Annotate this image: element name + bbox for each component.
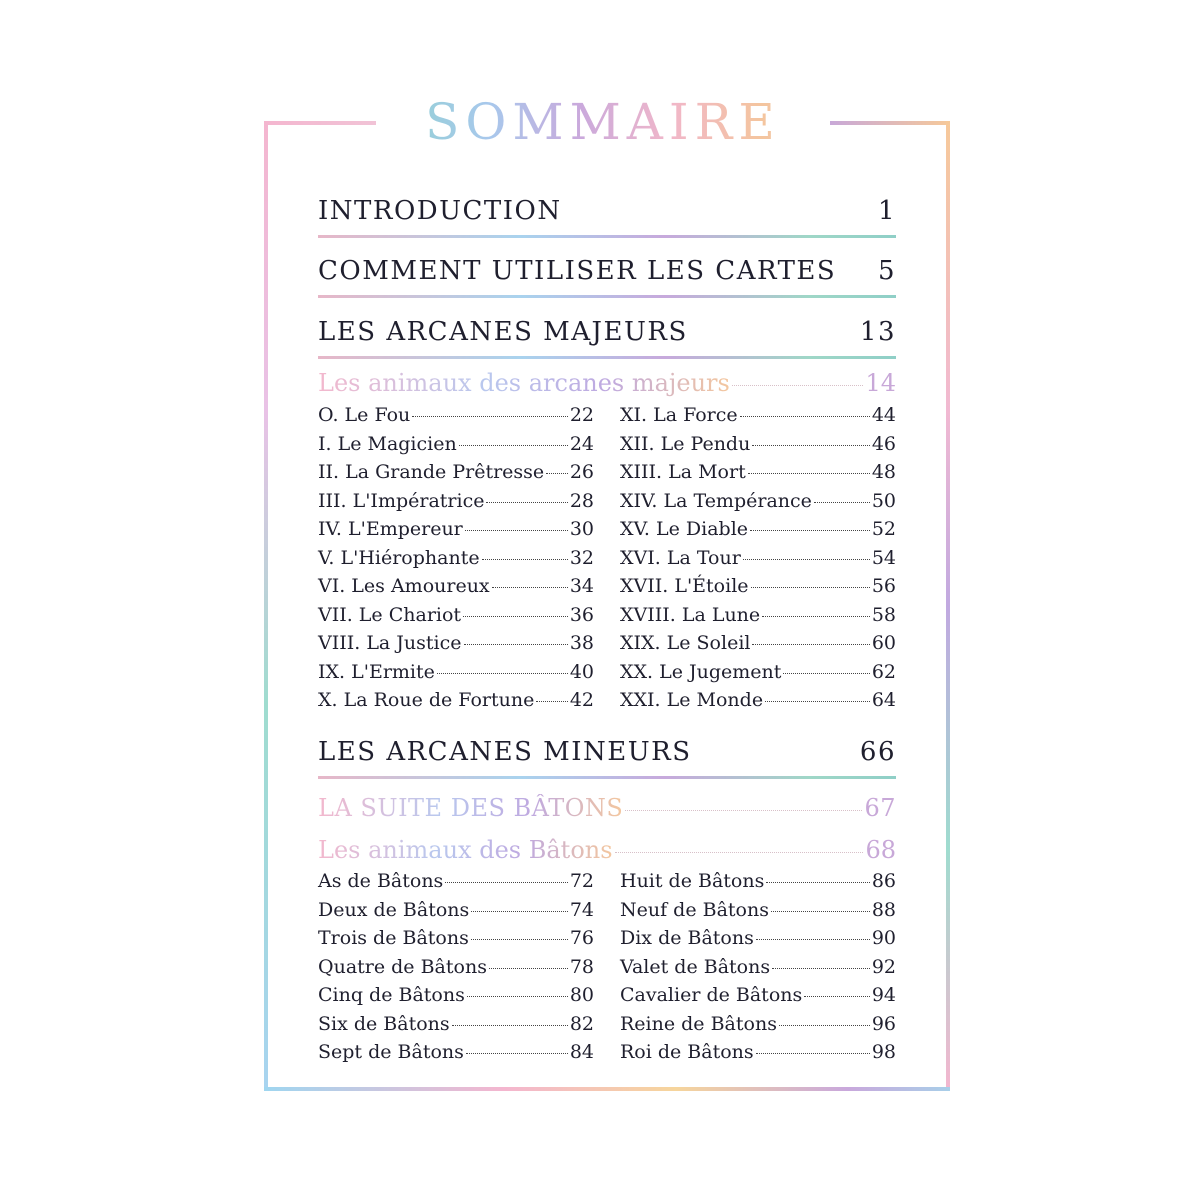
entry-page: 38 bbox=[569, 632, 594, 654]
entry-label: Quatre de Bâtons bbox=[318, 955, 487, 978]
entry-label: Trois de Bâtons bbox=[318, 927, 469, 949]
dot-leader bbox=[756, 939, 870, 940]
entry-page: 50 bbox=[871, 489, 896, 512]
batons-left-column bbox=[318, 870, 594, 1070]
entry-label: XIX. Le Soleil bbox=[620, 632, 751, 654]
toc-entry[interactable] bbox=[620, 984, 896, 1013]
entry-label: XII. Le Pendu bbox=[620, 432, 751, 455]
dot-leader bbox=[814, 502, 870, 503]
toc-entry[interactable] bbox=[318, 632, 594, 661]
subsection-suite-batons[interactable] bbox=[318, 794, 896, 822]
entry-label: XX. Le Jugement bbox=[620, 660, 782, 683]
toc-entry[interactable] bbox=[318, 461, 594, 490]
toc-entry[interactable] bbox=[620, 1041, 896, 1070]
toc-entry[interactable] bbox=[620, 575, 896, 604]
entry-label: XIII. La Mort bbox=[620, 461, 746, 483]
entry-label: Sept de Bâtons bbox=[318, 1041, 464, 1063]
toc-entry[interactable] bbox=[318, 1013, 594, 1042]
dot-leader bbox=[452, 1025, 568, 1026]
dot-leader bbox=[463, 616, 568, 617]
toc-entry[interactable] bbox=[620, 604, 896, 633]
subsection-label: Les animaux des arcanes majeurs bbox=[318, 369, 730, 397]
entry-label: VI. Les Amoureux bbox=[318, 575, 490, 597]
subsection-page: 67 bbox=[864, 794, 896, 822]
section-rule bbox=[318, 776, 896, 779]
dot-leader bbox=[471, 939, 568, 940]
subsection-animaux-majeurs[interactable] bbox=[318, 369, 896, 397]
entry-page: 88 bbox=[871, 898, 896, 921]
toc-entry[interactable] bbox=[620, 518, 896, 547]
entry-label: Neuf de Bâtons bbox=[620, 898, 769, 921]
entry-label: Cavalier de Bâtons bbox=[620, 984, 803, 1006]
toc-entry[interactable] bbox=[620, 490, 896, 519]
dot-leader bbox=[412, 416, 568, 417]
entry-page: 34 bbox=[569, 575, 594, 597]
dot-leader bbox=[756, 1053, 870, 1054]
toc-entry[interactable] bbox=[318, 956, 594, 985]
frame-top-left bbox=[264, 121, 376, 125]
toc-entry[interactable] bbox=[620, 956, 896, 985]
entry-label: IV. L'Empereur bbox=[318, 518, 463, 540]
entry-page: 22 bbox=[569, 404, 594, 426]
dot-leader bbox=[779, 1025, 870, 1026]
toc-entry[interactable] bbox=[318, 870, 594, 899]
toc-entry[interactable] bbox=[318, 433, 594, 462]
entry-label: XVII. L'Étoile bbox=[620, 575, 749, 597]
entry-page: 62 bbox=[871, 660, 896, 683]
entry-label: V. L'Hiérophante bbox=[318, 546, 480, 569]
toc-entry[interactable] bbox=[318, 689, 594, 718]
dot-leader bbox=[465, 530, 568, 531]
entry-label: IX. L'Ermite bbox=[318, 660, 435, 683]
dot-leader bbox=[766, 882, 869, 883]
toc-entry[interactable] bbox=[620, 433, 896, 462]
entry-page: 30 bbox=[569, 518, 594, 540]
section-rule bbox=[318, 295, 896, 298]
dot-leader bbox=[445, 882, 568, 883]
toc-entry[interactable] bbox=[318, 404, 594, 433]
entry-page: 48 bbox=[871, 461, 896, 483]
dot-leader bbox=[615, 852, 864, 853]
section-label: COMMENT UTILISER LES CARTES bbox=[318, 256, 837, 286]
toc-entry[interactable] bbox=[620, 404, 896, 433]
dot-leader bbox=[486, 502, 567, 503]
entry-label: Cinq de Bâtons bbox=[318, 984, 465, 1006]
entry-page: 60 bbox=[871, 632, 896, 654]
toc-entry[interactable] bbox=[318, 899, 594, 928]
entry-page: 90 bbox=[871, 927, 896, 949]
entry-label: Valet de Bâtons bbox=[620, 955, 771, 978]
section-introduction[interactable] bbox=[318, 196, 896, 226]
section-comment-utiliser[interactable] bbox=[318, 256, 896, 286]
dot-leader bbox=[732, 385, 864, 386]
dot-leader bbox=[752, 644, 869, 645]
dot-leader bbox=[783, 673, 869, 674]
entry-label: Six de Bâtons bbox=[318, 1012, 450, 1035]
entry-page: 80 bbox=[569, 984, 594, 1006]
dot-leader bbox=[459, 445, 568, 446]
entry-label: XV. Le Diable bbox=[620, 518, 749, 540]
subsection-label: Les animaux des Bâtons bbox=[318, 836, 613, 864]
entry-page: 94 bbox=[871, 984, 896, 1006]
toc-entry[interactable] bbox=[318, 1041, 594, 1070]
toc-entry[interactable] bbox=[620, 632, 896, 661]
entry-page: 84 bbox=[569, 1041, 594, 1063]
entry-page: 52 bbox=[871, 518, 896, 540]
section-arcanes-mineurs[interactable] bbox=[318, 737, 896, 767]
toc-entry[interactable] bbox=[620, 870, 896, 899]
toc-entry[interactable] bbox=[620, 661, 896, 690]
entry-page: 28 bbox=[569, 489, 594, 512]
entry-page: 56 bbox=[871, 575, 896, 597]
entry-label: II. La Grande Prêtresse bbox=[318, 461, 545, 483]
entry-label: XVI. La Tour bbox=[620, 546, 741, 569]
toc-entry[interactable] bbox=[318, 518, 594, 547]
dot-leader bbox=[748, 473, 870, 474]
dot-leader bbox=[466, 1053, 568, 1054]
section-page: 1 bbox=[877, 196, 896, 226]
entry-label: III. L'Impératrice bbox=[318, 489, 485, 512]
entry-label: XXI. Le Monde bbox=[620, 689, 764, 711]
toc-entry[interactable] bbox=[318, 604, 594, 633]
entry-page: 74 bbox=[569, 898, 594, 921]
entry-page: 78 bbox=[569, 955, 594, 978]
frame-right bbox=[946, 121, 950, 1091]
section-rule bbox=[318, 235, 896, 238]
page-title: SOMMAIRE bbox=[376, 92, 830, 152]
section-rule bbox=[318, 356, 896, 359]
section-page: 13 bbox=[859, 317, 896, 347]
entry-page: 58 bbox=[871, 603, 896, 626]
section-label: LES ARCANES MINEURS bbox=[318, 737, 692, 767]
entry-page: 54 bbox=[871, 546, 896, 569]
entry-label: VIII. La Justice bbox=[318, 632, 462, 654]
majeurs-right-column bbox=[620, 404, 896, 718]
frame-bottom bbox=[264, 1087, 950, 1091]
toc-entry[interactable] bbox=[318, 490, 594, 519]
dot-leader bbox=[751, 587, 870, 588]
dot-leader bbox=[471, 911, 568, 912]
toc-entry[interactable] bbox=[318, 661, 594, 690]
entry-page: 42 bbox=[569, 689, 594, 711]
dot-leader bbox=[536, 701, 567, 702]
dot-leader bbox=[750, 530, 870, 531]
section-label: INTRODUCTION bbox=[318, 196, 562, 226]
entry-page: 24 bbox=[569, 432, 594, 455]
entry-label: XVIII. La Lune bbox=[620, 603, 761, 626]
entry-label: Deux de Bâtons bbox=[318, 898, 470, 921]
section-arcanes-majeurs[interactable] bbox=[318, 317, 896, 347]
entry-page: 46 bbox=[871, 432, 896, 455]
entry-page: 82 bbox=[569, 1012, 594, 1035]
entry-page: 32 bbox=[569, 546, 594, 569]
dot-leader bbox=[743, 559, 870, 560]
entry-page: 96 bbox=[871, 1012, 896, 1035]
toc-entry[interactable] bbox=[620, 461, 896, 490]
frame-left bbox=[264, 121, 268, 1091]
entry-label: XIV. La Tempérance bbox=[620, 489, 812, 512]
entry-label: Reine de Bâtons bbox=[620, 1012, 777, 1035]
dot-leader bbox=[467, 996, 568, 997]
dot-leader bbox=[804, 996, 870, 997]
dot-leader bbox=[771, 911, 870, 912]
toc-entry[interactable] bbox=[318, 547, 594, 576]
entry-label: X. La Roue de Fortune bbox=[318, 689, 535, 711]
section-page: 5 bbox=[877, 256, 896, 286]
dot-leader bbox=[740, 416, 870, 417]
dot-leader bbox=[765, 701, 870, 702]
dot-leader bbox=[762, 616, 870, 617]
entry-label: As de Bâtons bbox=[318, 870, 444, 892]
frame-top-right bbox=[830, 121, 950, 125]
entry-page: 64 bbox=[871, 689, 896, 711]
toc-entry[interactable] bbox=[318, 575, 594, 604]
toc-entry[interactable] bbox=[318, 984, 594, 1013]
dot-leader bbox=[492, 587, 568, 588]
toc-entry[interactable] bbox=[620, 1013, 896, 1042]
entry-label: Dix de Bâtons bbox=[620, 927, 754, 949]
entry-page: 40 bbox=[569, 660, 594, 683]
entry-page: 36 bbox=[569, 603, 594, 626]
dot-leader bbox=[772, 968, 870, 969]
dot-leader bbox=[752, 445, 869, 446]
entry-label: XI. La Force bbox=[620, 404, 738, 426]
entry-page: 86 bbox=[871, 870, 896, 892]
entry-page: 76 bbox=[569, 927, 594, 949]
entry-label: Roi de Bâtons bbox=[620, 1041, 754, 1063]
dot-leader bbox=[482, 559, 568, 560]
toc-entry[interactable] bbox=[620, 899, 896, 928]
entry-page: 98 bbox=[871, 1041, 896, 1063]
dot-leader bbox=[437, 673, 568, 674]
entry-page: 72 bbox=[569, 870, 594, 892]
subsection-page: 68 bbox=[865, 836, 896, 864]
entry-page: 92 bbox=[871, 955, 896, 978]
subsection-page: 14 bbox=[865, 369, 896, 397]
subsection-animaux-batons[interactable] bbox=[318, 836, 896, 864]
toc-entry[interactable] bbox=[620, 927, 896, 956]
entry-label: VII. Le Chariot bbox=[318, 603, 462, 626]
entry-label: I. Le Magicien bbox=[318, 432, 457, 455]
section-label: LES ARCANES MAJEURS bbox=[318, 317, 688, 347]
majeurs-left-column bbox=[318, 404, 594, 718]
dot-leader bbox=[464, 644, 568, 645]
dot-leader bbox=[489, 968, 568, 969]
section-page: 66 bbox=[859, 737, 896, 767]
batons-right-column bbox=[620, 870, 896, 1070]
toc-entry[interactable] bbox=[620, 689, 896, 718]
entry-label: O. Le Fou bbox=[318, 404, 411, 426]
entry-label: Huit de Bâtons bbox=[620, 870, 765, 892]
entry-page: 44 bbox=[871, 404, 896, 426]
toc-entry[interactable] bbox=[318, 927, 594, 956]
dot-leader bbox=[546, 473, 568, 474]
dot-leader bbox=[625, 810, 862, 811]
subsection-label: LA SUITE DES BÂTONS bbox=[318, 794, 624, 822]
entry-page: 26 bbox=[569, 461, 594, 483]
toc-entry[interactable] bbox=[620, 547, 896, 576]
